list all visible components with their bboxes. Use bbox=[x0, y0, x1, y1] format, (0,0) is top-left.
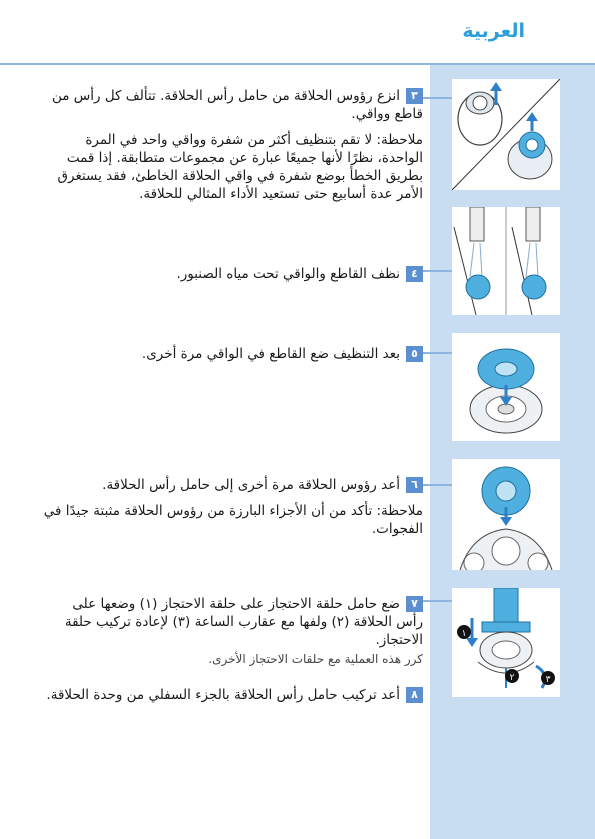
figure-label-2: ٢ bbox=[509, 673, 515, 683]
step-number: ٧ bbox=[406, 596, 423, 612]
step-3-text bbox=[43, 87, 423, 123]
step-6 bbox=[43, 476, 423, 538]
step-4-instruction: نظف القاطع والواقي تحت مياه الصنبور. bbox=[176, 266, 400, 282]
step-5-instruction: بعد التنظيف ضع القاطع في الواقي مرة أخرى. bbox=[141, 346, 400, 362]
step-6-note: ملاحظة: تأكد من أن الأجزاء البارزة من رؤوس الحلاقة مثبتة جيدًا في الفجوات. bbox=[43, 503, 423, 537]
step-number: ٦ bbox=[406, 477, 423, 493]
illustration-retaining-ring bbox=[452, 588, 560, 697]
step-number: ٣ bbox=[406, 88, 423, 104]
illustration-remove-heads bbox=[452, 79, 560, 190]
step-4-text bbox=[43, 265, 423, 283]
step-8-instruction: أعد تركيب حامل رأس الحلاقة بالجزء السفلي من وحدة الحلاقة. bbox=[46, 687, 400, 703]
step-7-text bbox=[43, 595, 423, 649]
step-3-instruction: انزع رؤوس الحلاقة من حامل رأس الحلاقة. تتألف كل رأس من قاطع وواقي. bbox=[51, 88, 423, 122]
step-8 bbox=[43, 686, 423, 704]
step-number: ٨ bbox=[406, 687, 423, 703]
step-5-text bbox=[43, 345, 423, 363]
step-4 bbox=[43, 265, 423, 283]
illustration-reinsert-heads bbox=[452, 459, 560, 570]
page-title: العربية bbox=[462, 20, 525, 42]
step-3-note: ملاحظة: لا تقم بتنظيف أكثر من شفرة وواقي واحد في المرة الواحدة، نظرًا لأنها جميعًا عبارة عن مجموعات متطابقة. إذا قمت بطريق الخطأ بوضع شفرة في واقي الحلاقة الخاطئ، فقد يستغرق الأمر عدة أسابيع حتى تستعيد الأداء المثالي للحلاقة. bbox=[57, 132, 423, 202]
step-6-text bbox=[43, 476, 423, 494]
illustration-cutter-in-guard bbox=[452, 333, 560, 441]
step-7 bbox=[43, 595, 423, 667]
figure-label-1: ١ bbox=[461, 629, 467, 639]
step-7-repeat: كرر هذه العملية مع حلقات الاحتجاز الأخرى. bbox=[208, 652, 423, 666]
figure-label-3: ٣ bbox=[545, 675, 551, 685]
illustration-rinse-tap bbox=[452, 207, 560, 315]
step-3 bbox=[43, 87, 423, 203]
step-5 bbox=[43, 345, 423, 363]
step-7-instruction: ضع حامل حلقة الاحتجاز على حلقة الاحتجاز (١) وضعها على رأس الحلاقة (٢) ولفها مع عقارب الساعة (٣) لإعادة تركيب حلقة الاحتجاز. bbox=[64, 596, 423, 648]
step-6-instruction: أعد رؤوس الحلاقة مرة أخرى إلى حامل رأس الحلاقة. bbox=[102, 477, 400, 493]
step-number: ٤ bbox=[406, 266, 423, 282]
step-8-text bbox=[43, 686, 423, 704]
step-number: ٥ bbox=[406, 346, 423, 362]
